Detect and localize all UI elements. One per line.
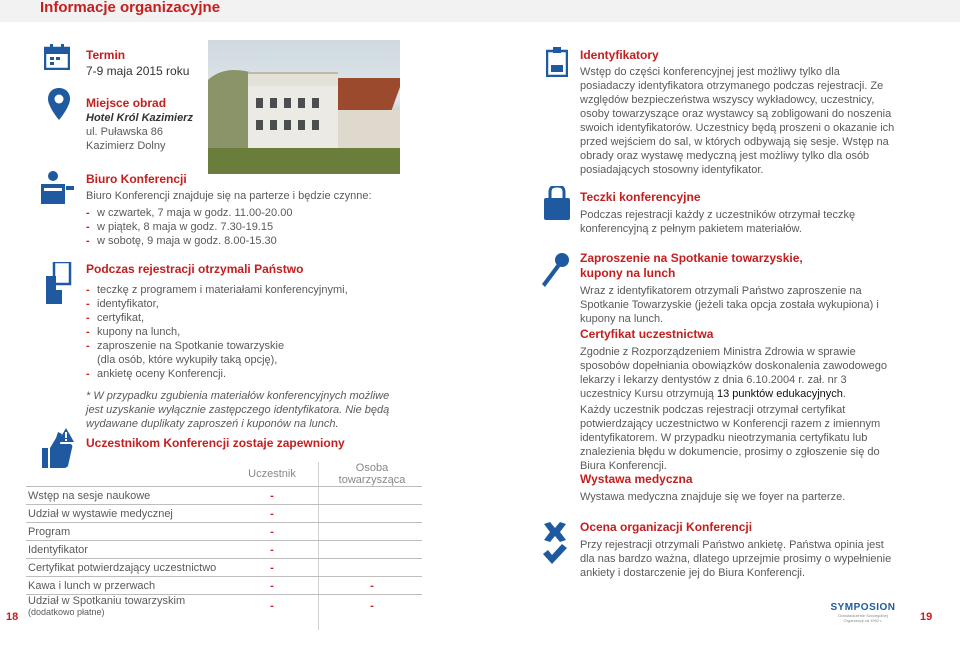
miejsce-section <box>86 96 210 153</box>
identyfikatory-text: Wstęp do części konferencyjnej jest możliwy tylko dla posiadaczy identyfikatora otrzymanego podczas rejestracji. Ze względów bezpieczeństwa wszyscy wykładowcy, uczestnicy, osoby towarzyszące oraz wystawcy są zobligowani do noszenia swoich identyfikatorów. Uczestnicy będą proszeni o okazanie ich przed wejściem do sal, w których odbywają się sesje. Wstęp na obrady oraz wystawę medyczną jest możliwy tylko dla osób posiadających stosowny identyfikator. <box>580 66 895 176</box>
uczestnikom-heading: Uczestnikom Konferencji zostaje zapewniony <box>86 436 345 450</box>
list-item: - ankietę oceny Konferencji. <box>86 367 416 381</box>
row-label: Udział w Spotkaniu towarzyskim <box>28 595 186 607</box>
zaproszenie-heading-1: Zaproszenie na Spotkanie towarzyskie, <box>580 251 803 265</box>
miejsce-heading: Miejsce obrad <box>86 96 167 110</box>
ocena-section <box>580 520 896 580</box>
table-header-participant: Uczestnik <box>248 468 296 480</box>
rejestracja-list <box>86 283 416 353</box>
teczki-section <box>580 190 896 236</box>
ocena-heading: Ocena organizacji Konferencji <box>580 520 753 534</box>
rejestracja-heading: Podczas rejestracji otrzymali Państwo <box>86 262 304 276</box>
rejestracja-section <box>86 262 416 431</box>
header-bar <box>0 0 960 22</box>
hotel-name: Hotel Król Kazimierz <box>86 112 193 124</box>
microphone-icon <box>540 252 570 288</box>
table-header-row <box>26 462 422 487</box>
certyfikat-points: 13 punktów edukacyjnych <box>716 388 843 400</box>
biuro-heading: Biuro Konferencji <box>86 172 187 186</box>
wystawa-heading: Wystawa medyczna <box>580 472 693 486</box>
table-header-empty <box>26 462 222 487</box>
wystawa-text: Wystawa medyczna znajduje się we foyer na parterze. <box>580 491 846 503</box>
list-item: - w czwartek, 7 maja w godz. 11.00-20.00 <box>86 206 386 220</box>
table-header-companion: Osoba towarzysząca <box>338 462 406 486</box>
identyfikatory-section <box>580 48 896 177</box>
list-item: - certyfikat, <box>86 311 416 325</box>
rejestracja-list-end <box>86 367 416 381</box>
table-row: Udział w Spotkaniu towarzyskim (dodatkowo płatne) - - <box>26 595 422 618</box>
table-row: Kawa i lunch w przerwach - - <box>26 577 422 595</box>
logo-text: SYMPOSION <box>830 602 896 613</box>
certyfikat-section: Certyfikat uczestnictwa Zgodnie z Rozporządzeniem Ministra Zdrowia w sprawie sposobów dopełniania obowiązków doskonalenia zawodowego lekarzy i lekarzy dentystów z dnia 6.10.2004 r. zał. nr 3 uczestnicy Kursu otrzymują 13 punktów edukacyjnych. Każdy uczestnik podczas rejestracji otrzymał certyfikat potwierdzający uczestnictwo w Konferencji razem z imiennym identyfikatorem. W przypadku nieotrzymania certyfikatu lub znalezienia błędu w dokumencie, prosimy o zgłoszenie się do Biura Konferencji. <box>580 327 896 473</box>
certyfikat-text-2: Każdy uczestnik podczas rejestracji otrzymał certyfikat potwierdzający uczestnictwo w Konferencji razem z imiennym identyfikatorem. W przypadku nieotrzymania certyfikatu lub znalezienia błędu w dokumencie, prosimy o zgłoszenie się do Biura Konferencji. <box>580 404 881 472</box>
page-number-left: 18 <box>6 611 19 623</box>
termin-heading: Termin <box>86 48 126 62</box>
table-row: Udział w wystawie medycznej - <box>26 505 422 523</box>
list-item: - w sobotę, 9 maja w godz. 8.00-15.30 <box>86 234 386 248</box>
row-note: (dodatkowo płatne) <box>28 607 105 617</box>
teczki-text: Podczas rejestracji każdy z uczestników otrzymał teczkę konferencyjną z pełnym pakietem materiałów. <box>580 209 856 235</box>
symposion-logo <box>828 602 898 623</box>
biuro-section <box>86 172 386 248</box>
teczki-heading: Teczki konferencyjne <box>580 190 701 204</box>
hotel-city: Kazimierz Dolny <box>86 140 166 152</box>
list-item: - w piątek, 8 maja w godz. 7.30-19.15 <box>86 220 386 234</box>
list-item: - zaproszenie na Spotkanie towarzyskie <box>86 339 416 353</box>
page-title: Informacje organizacyjne <box>40 0 221 16</box>
zaproszenie-section <box>580 251 896 326</box>
certyfikat-text-1: Zgodnie z Rozporządzeniem Ministra Zdrowia w sprawie sposobów dopełniania obowiązków doskonalenia zawodowego lekarzy i lekarzy dentystów z dnia 6.10.2004 r. zał. nr 3 uczestnicy Kursu otrzymują <box>580 346 887 400</box>
location-pin-icon <box>48 88 70 120</box>
ocena-text: Przy rejestracji otrzymali Państwo ankietę. Państwa opinia jest dla nas bardzo ważna, dlatego uprzejmie prosimy o wypełnienie ankiety i dostarczenie jej do Biura Konferencji. <box>580 539 892 579</box>
briefcase-icon <box>542 186 572 220</box>
list-item: - teczkę z programem i materiałami konferencyjnymi, <box>86 283 416 297</box>
logo-subtext: Doświadczenie Szczególnej Organizacji od 1992 r. <box>838 613 888 623</box>
table-row: Identyfikator - <box>26 541 422 559</box>
hotel-street: ul. Puławska 86 <box>86 126 164 138</box>
page-number-right: 19 <box>920 611 933 623</box>
calendar-icon <box>44 44 70 70</box>
checklist-icon <box>542 522 568 564</box>
list-item: - identyfikator, <box>86 297 416 311</box>
rejestracja-item-cont: (dla osób, które wykupiły taką opcję), <box>97 354 278 366</box>
table-row: Program - <box>26 523 422 541</box>
table-row: Certyfikat potwierdzający uczestnictwo - <box>26 559 422 577</box>
biuro-intro: Biuro Konferencji znajduje się na parterze i będzie czynne: <box>86 190 372 202</box>
identyfikatory-heading: Identyfikatory <box>580 48 659 62</box>
termin-text: 7-9 maja 2015 roku <box>86 64 190 78</box>
biuro-hours-list <box>86 206 386 248</box>
certyfikat-heading: Certyfikat uczestnictwa <box>580 327 714 341</box>
uczestnikom-section <box>86 436 416 451</box>
participants-table <box>26 462 422 617</box>
termin-section <box>86 48 206 80</box>
table-row: Wstęp na sesje naukowe - <box>26 487 422 505</box>
hand-card-icon <box>44 262 72 304</box>
zaproszenie-text: Wraz z identyfikatorem otrzymali Państwo zaproszenie na Spotkanie Towarzyskie (jeżeli taka opcja została wykupiona) i kupony na lunch. <box>580 285 879 325</box>
badge-icon <box>546 47 568 77</box>
reception-desk-icon <box>40 170 74 204</box>
list-item: - kupony na lunch, <box>86 325 416 339</box>
rejestracja-note: * W przypadku zgubienia materiałów konferencyjnych możliwe jest uzyskanie wyłącznie zastępczego identyfikatora. Nie będą wydawane duplikaty zaproszeń i kuponów na lunch. <box>86 390 390 430</box>
zaproszenie-heading-2: kupony na lunch <box>580 266 676 280</box>
hotel-photo <box>208 40 400 174</box>
wystawa-section <box>580 472 896 504</box>
